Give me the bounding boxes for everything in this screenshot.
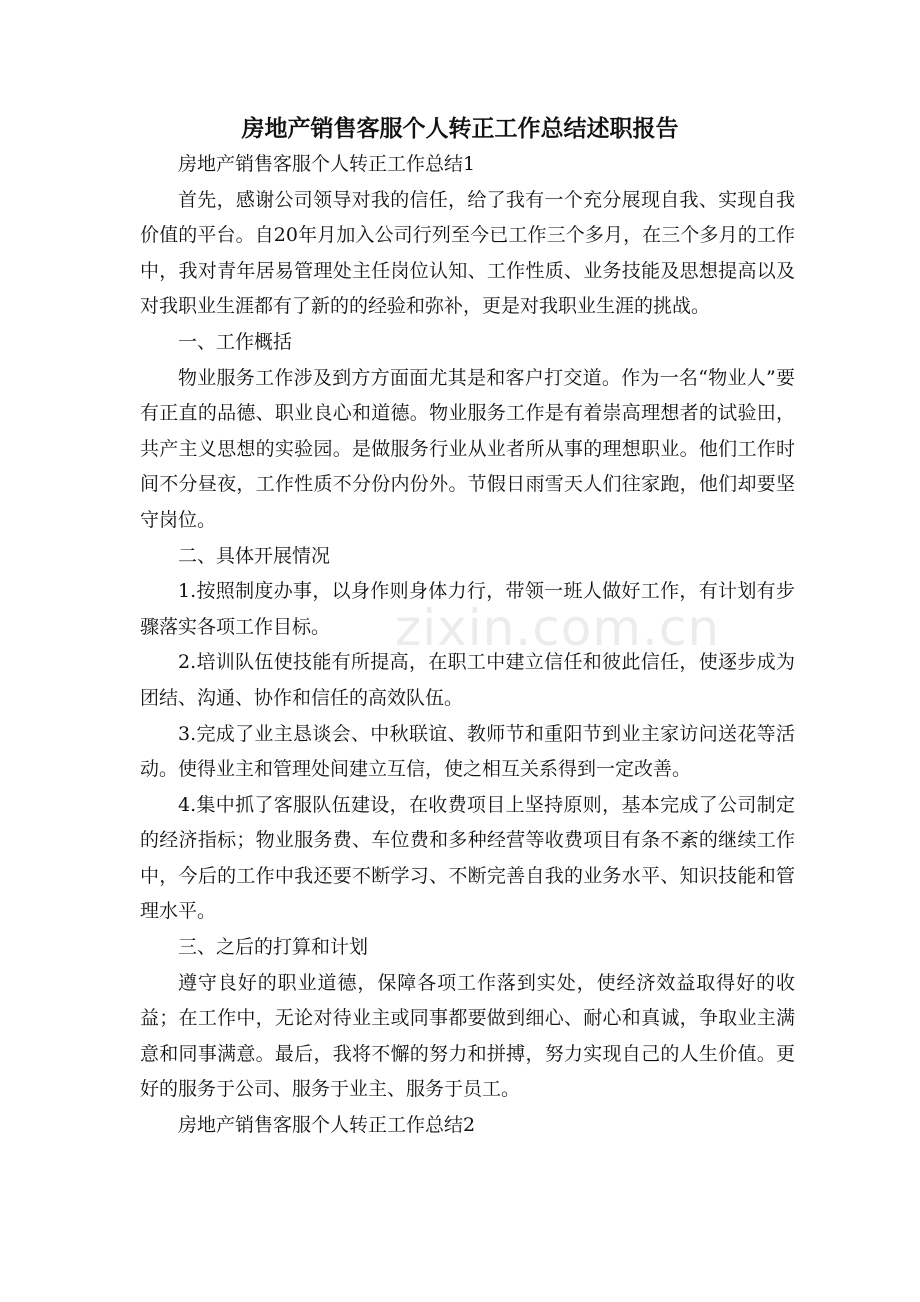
section-2-item-4: 4.集中抓了客服队伍建设，在收费项目上坚持原则，基本完成了公司制定的经济指标；物业服务费、车位费和多种经营等收费项目有条不紊的继续工作中，今后的工作中我还要不断学习、不断完善自我的业务水平、知识技能和管理水平。 — [140, 793, 795, 923]
section-1-heading: 一、工作概括 — [178, 330, 293, 353]
section-2-item-1: 1.按照制度办事，以身作则身体力行，带领一班人做好工作，有计划有步骤落实各项工作目标。 — [140, 580, 795, 638]
section-2-heading: 二、具体开展情况 — [178, 544, 331, 567]
section-3-paragraph: 遵守良好的职业道德，保障各项工作落到实处，使经济效益取得好的收益；在工作中，无论对待业主或同事都要做到细心、耐心和真诚，争取业主满意和同事满意。最后，我将不懈的努力和拼搏，努力实现自己的人生价值。更好的服务于公司、服务于业主、服务于员工。 — [140, 971, 795, 1101]
intro-paragraph: 首先，感谢公司领导对我的信任，给了我有一个充分展现自我、实现自我价值的平台。自20年月加入公司行列至今已工作三个多月，在三个多月的工作中，我对青年居易管理处主任岗位认知、工作性质、业务技能及思想提高以及对我职业生涯都有了新的的经验和弥补，更是对我职业生涯的挑战。 — [140, 188, 795, 318]
watermark-text: zixin.com.cn — [395, 599, 721, 657]
section-2-item-3: 3.完成了业主恳谈会、中秋联谊、教师节和重阳节到业主家访问送花等活动。使得业主和管理处间建立互信，使之相互关系得到一定改善。 — [140, 722, 795, 781]
section-3-heading: 三、之后的打算和计划 — [178, 936, 369, 959]
section-2-item-2: 2.培训队伍使技能有所提高，在职工中建立信任和彼此信任，使逐步成为团结、沟通、协作和信任的高效队伍。 — [140, 651, 795, 709]
document-body — [140, 147, 795, 1144]
summary-2-heading: 房地产销售客服个人转正工作总结2 — [178, 1114, 476, 1137]
section-1-paragraph: 物业服务工作涉及到方方面面尤其是和客户打交道。作为一名“物业人”要有正直的品德、职业良心和道德。物业服务工作是有着崇高理想者的试验田，共产主义思想的实验园。是做服务行业从业者所从事的理想职业。他们工作时间不分昼夜，工作性质不分份内份外。节假日雨雪天人们往家跑，他们却要坚守岗位。 — [140, 366, 795, 531]
summary-1-heading: 房地产销售客服个人转正工作总结1 — [178, 153, 476, 175]
document-title: 房地产销售客服个人转正工作总结述职报告 — [241, 116, 679, 142]
